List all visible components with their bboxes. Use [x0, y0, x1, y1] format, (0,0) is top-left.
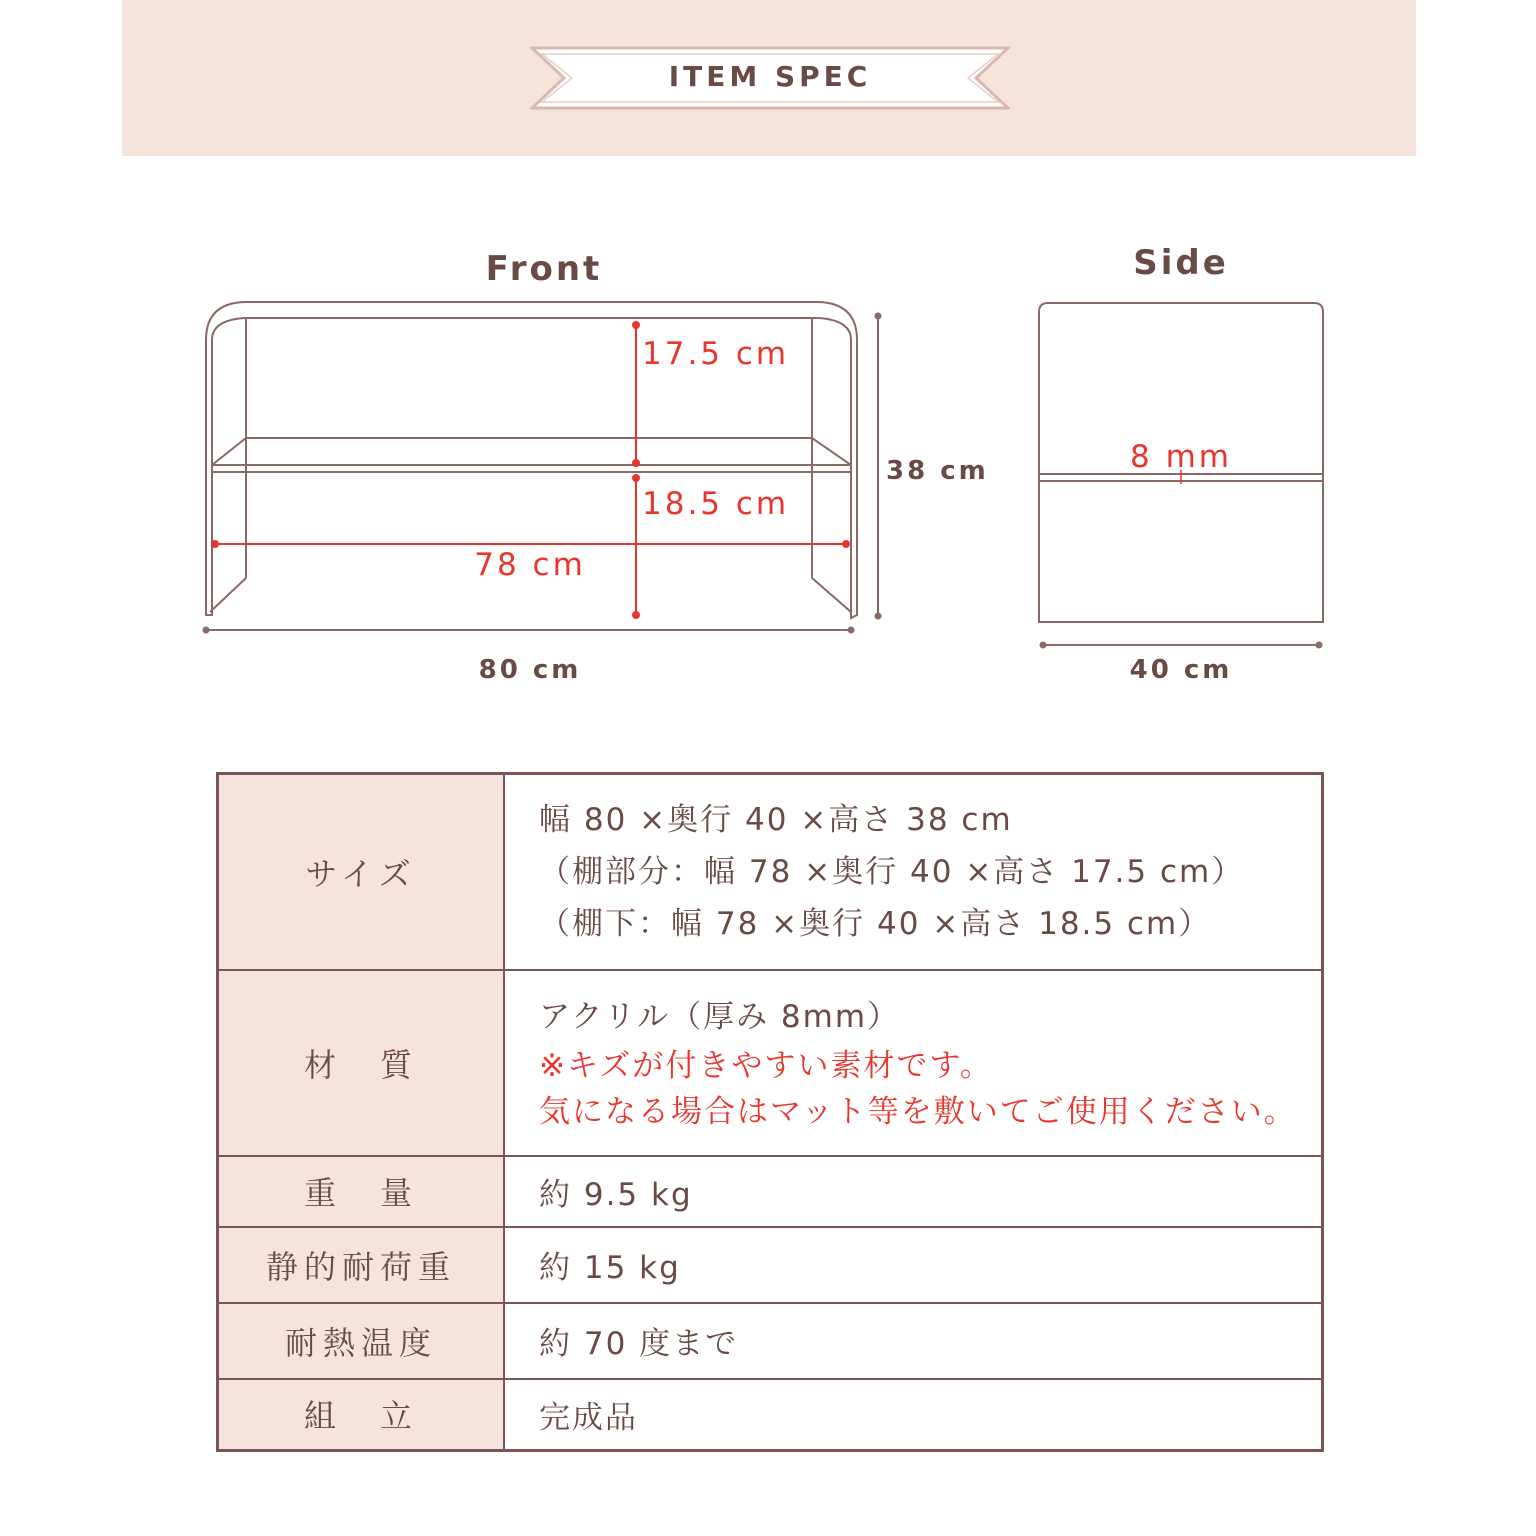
material-label: 材 質	[218, 970, 505, 1156]
front-right-leg-foot	[812, 578, 851, 612]
heat-label: 耐熱温度	[218, 1303, 505, 1379]
assembly-label: 組 立	[218, 1379, 505, 1451]
load-value	[504, 1227, 1323, 1303]
size-value	[504, 774, 1323, 970]
table-row	[218, 1303, 1323, 1379]
size-line: （棚下：幅 78 ×奥行 40 ×高さ 18.5 cm）	[539, 905, 1212, 942]
material-line: アクリル（厚み 8mm）	[539, 998, 901, 1035]
section-title: ITEM SPEC	[668, 60, 872, 93]
front-lower-height-label: 18.5 cm	[642, 486, 790, 522]
dimension-dot	[842, 540, 850, 548]
assembly-value	[504, 1379, 1323, 1451]
table-row	[218, 774, 1323, 970]
front-middle-shelf	[212, 438, 851, 472]
weight-value	[504, 1156, 1323, 1227]
front-total-width-label: 80 cm	[478, 655, 582, 685]
front-total-height-label: 38 cm	[886, 456, 989, 486]
size-line: （棚部分：幅 78 ×奥行 40 ×高さ 17.5 cm）	[539, 853, 1245, 890]
dimension-dot	[1316, 642, 1323, 649]
dimension-dot	[203, 627, 210, 634]
front-upper-height-label: 17.5 cm	[642, 336, 790, 372]
table-row	[218, 1227, 1323, 1303]
assembly-text: 完成品	[539, 1399, 638, 1436]
load-text: 約 15 kg	[539, 1250, 681, 1286]
weight-label: 重 量	[218, 1156, 505, 1227]
table-row	[218, 1156, 1323, 1227]
size-label: サイズ	[218, 774, 505, 970]
weight-text: 約 9.5 kg	[539, 1176, 693, 1213]
side-thickness-label: 8 mm	[1130, 439, 1232, 475]
dimension-dot	[848, 627, 855, 634]
dimension-dot	[1040, 642, 1047, 649]
side-heading: Side	[1133, 243, 1229, 283]
dimension-diagram	[0, 0, 1536, 740]
size-line: 幅 80 ×奥行 40 ×高さ 38 cm	[539, 801, 1013, 838]
table-row	[218, 970, 1323, 1156]
dimension-dot	[875, 613, 882, 620]
load-label: 静的耐荷重	[218, 1227, 505, 1303]
heat-text: 約 70 度まで	[539, 1326, 739, 1362]
dimension-dot	[632, 321, 640, 329]
material-note: 気になる場合はマット等を敷いてご使用ください。	[539, 1093, 1297, 1130]
dimension-dot	[632, 474, 640, 482]
front-heading: Front	[485, 249, 603, 289]
heat-value	[504, 1303, 1323, 1379]
dimension-dot	[211, 540, 219, 548]
front-left-leg-foot	[210, 578, 246, 612]
table-row	[218, 1379, 1323, 1451]
dimension-dot	[632, 459, 640, 467]
material-note: ※キズが付きやすい素材です。	[539, 1047, 993, 1084]
dimension-dot	[875, 313, 882, 320]
front-inner-width-label: 78 cm	[474, 547, 586, 583]
side-depth-label: 40 cm	[1129, 655, 1233, 685]
material-value	[504, 970, 1323, 1156]
spec-table	[216, 772, 1324, 1452]
dimension-dot	[632, 611, 640, 619]
